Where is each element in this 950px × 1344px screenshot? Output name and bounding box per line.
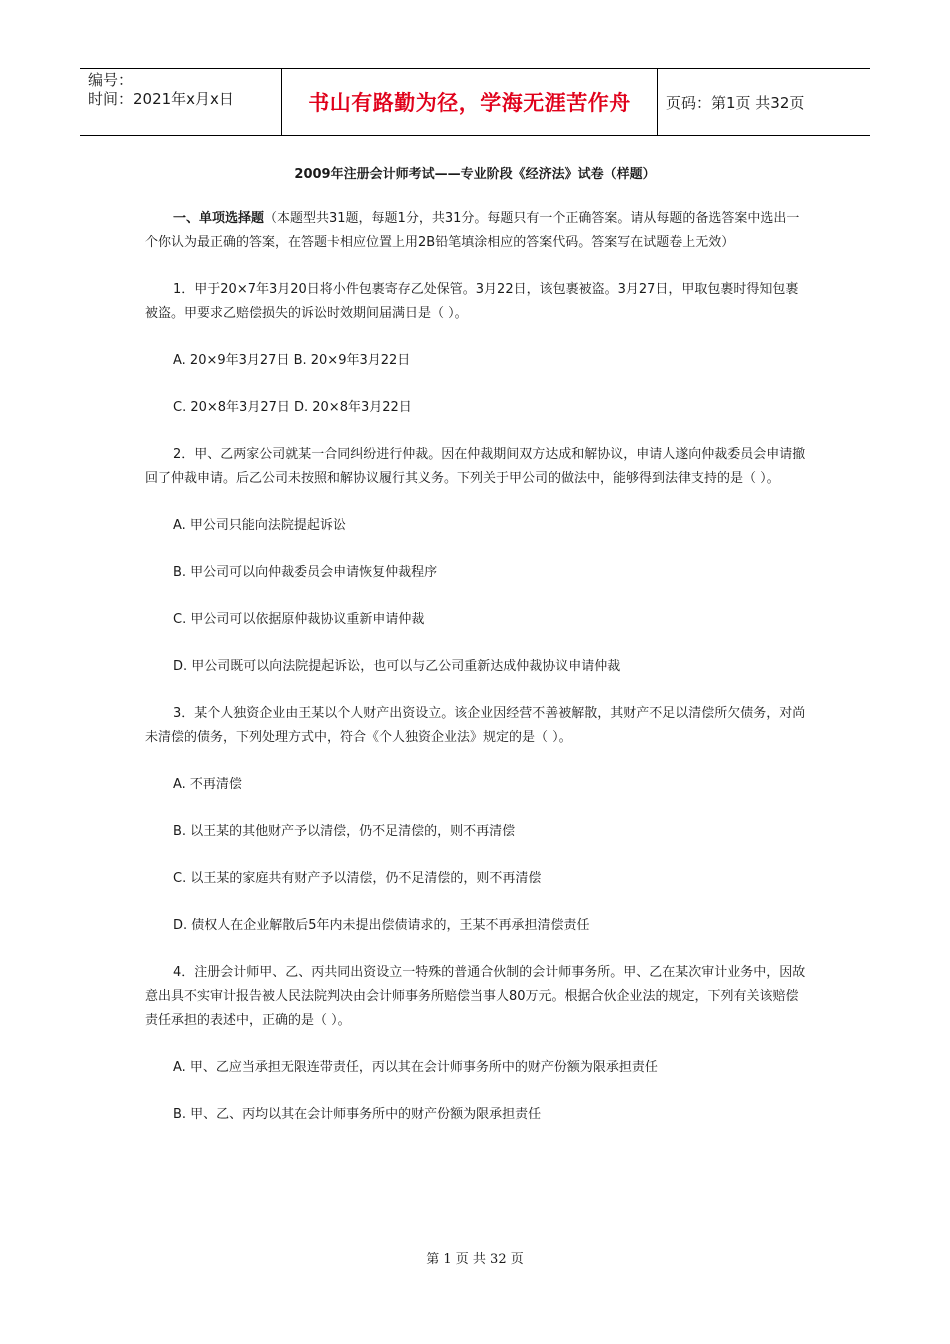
section-instructions: （本题型共31题，每题1分，共31分。每题只有一个正确答案。请从每题的备选答案中选出一个你认为最正确的答案，在答题卡相应位置上用2B铅笔填涂相应的答案代码。答案写在试题卷上无效） [145,211,800,250]
header-info-cell [80,69,282,135]
question-2-option: D. 甲公司既可以向法院提起诉讼，也可以与乙公司重新达成仲裁协议申请仲裁 [173,659,621,674]
document-title: 2009年注册会计师考试——专业阶段《经济法》试卷（样题） [294,167,656,182]
question-4-option: A. 甲、乙应当承担无限连带责任，丙以其在会计师事务所中的财产份额为限承担责任 [173,1060,658,1075]
question-3-stem: 3．某个人独资企业由王某以个人财产出资设立。该企业因经营不善被解散，其财产不足以清偿所欠债务，对尚未清偿的债务，下列处理方式中，符合《个人独资企业法》规定的是（ ）。 [145,706,806,745]
question-1-option-line: C. 20×8年3月27日 D. 20×8年3月22日 [173,400,412,415]
question-4-stem: 4．注册会计师甲、乙、丙共同出资设立一特殊的普通合伙制的会计师事务所。甲、乙在某次审计业务中，因故意出具不实审计报告被人民法院判决由会计师事务所赔偿当事人80万元。根据合伙企业法的规定，下列有关该赔偿责任承担的表述中，正确的是（ ）。 [145,965,806,1028]
question-1-option-line: A. 20×9年3月27日 B. 20×9年3月22日 [173,353,411,368]
question-3-option: B. 以王某的其他财产予以清偿，仍不足清偿的，则不再清偿 [173,824,516,839]
question-3-option: D. 债权人在企业解散后5年内未提出偿债请求的，王某不再承担清偿责任 [173,918,590,933]
page-footer: 第 1 页 共 32 页 [426,1252,524,1267]
question-3-option: A. 不再清偿 [173,777,242,792]
section-heading: 一、单项选择题 [173,211,265,226]
motto-text: 书山有路勤为径，学海无涯苦作舟 [308,91,631,115]
document-body [145,207,808,1127]
document-date-label: 时间：2021年x月x日 [88,90,234,108]
header-page-cell [658,69,870,135]
question-2-option: A. 甲公司只能向法院提起诉讼 [173,518,346,533]
header-motto-cell [282,69,658,135]
page-info: 页码：第1页 共32页 [666,93,805,112]
question-4-option: B. 甲、乙、丙均以其在会计师事务所中的财产份额为限承担责任 [173,1107,542,1122]
question-2-option: C. 甲公司可以依据原仲裁协议重新申请仲裁 [173,612,425,627]
question-3-option: C. 以王某的家庭共有财产予以清偿，仍不足清偿的，则不再清偿 [173,871,542,886]
question-1-stem: 1．甲于20×7年3月20日将小件包裹寄存乙处保管。3月22日，该包裹被盗。3月27日，甲取包裹时得知包裹被盗。甲要求乙赔偿损失的诉讼时效期间届满日是（ ）。 [145,282,799,321]
question-2-stem: 2．甲、乙两家公司就某一合同纠纷进行仲裁。因在仲裁期间双方达成和解协议，申请人遂向仲裁委员会申请撤回了仲裁申请。后乙公司未按照和解协议履行其义务。下列关于甲公司的做法中，能够得到法律支持的是（ ）。 [145,447,806,486]
question-2-option: B. 甲公司可以向仲裁委员会申请恢复仲裁程序 [173,565,438,580]
document-number-label: 编号： [88,71,134,89]
header-table [80,68,870,136]
section-intro [145,207,808,255]
